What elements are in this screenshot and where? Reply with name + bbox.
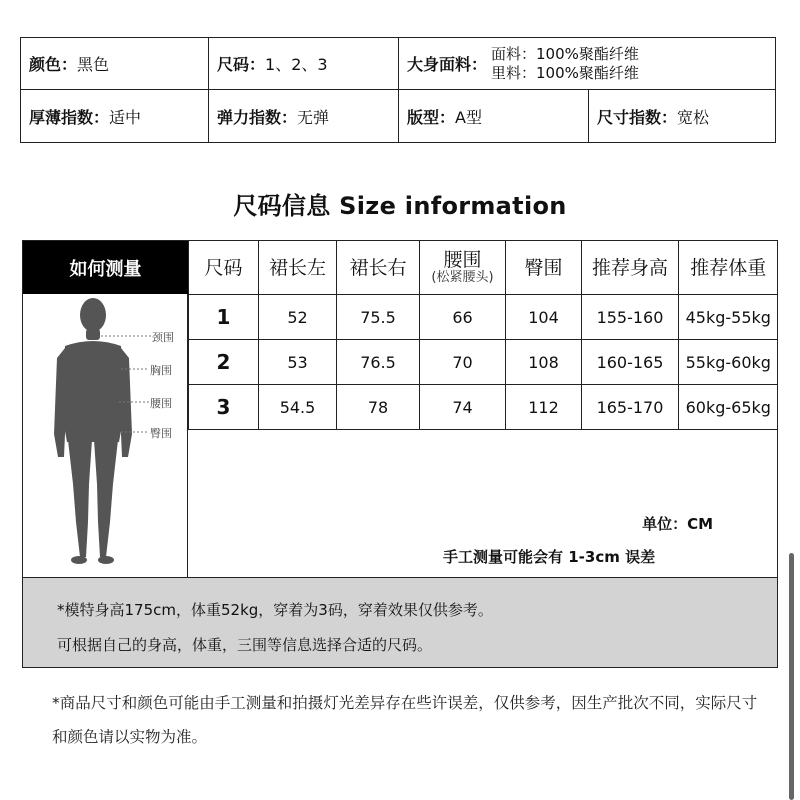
color-cell bbox=[21, 38, 209, 90]
size-info-title: 尺码信息 Size information bbox=[233, 192, 567, 220]
thickness-value: 适中 bbox=[109, 107, 142, 127]
cell-height: 165-170 bbox=[582, 385, 679, 430]
cell-hip: 104 bbox=[506, 295, 582, 340]
size-index-value: 宽松 bbox=[677, 107, 710, 127]
header-height: 推荐身高 bbox=[582, 241, 679, 295]
disclaimer-text: *商品尺寸和颜色可能由手工测量和拍摄灯光差异存在些许误差，仅供参考，因生产批次不同，实际尺寸和颜色请以实物为准。 bbox=[52, 694, 758, 746]
header-hip: 臀围 bbox=[506, 241, 582, 295]
header-size: 尺码 bbox=[189, 241, 259, 295]
header-weight: 推荐体重 bbox=[679, 241, 778, 295]
elastic-value: 无弹 bbox=[297, 107, 330, 127]
header-waist-sub: (松紧腰头) bbox=[431, 270, 494, 285]
cell-height: 155-160 bbox=[582, 295, 679, 340]
fit-value: A型 bbox=[455, 107, 482, 127]
fabric-cell bbox=[399, 38, 775, 90]
measurement-figure bbox=[23, 294, 188, 577]
table-row bbox=[189, 295, 778, 340]
cell-weight: 45kg-55kg bbox=[679, 295, 778, 340]
header-waist-label: 腰围 bbox=[443, 249, 482, 271]
thickness-cell bbox=[21, 90, 209, 142]
cell-size: 3 bbox=[189, 385, 259, 430]
elastic-cell bbox=[209, 90, 399, 142]
cell-weight: 55kg-60kg bbox=[679, 340, 778, 385]
cell-skirt-left: 53 bbox=[259, 340, 337, 385]
cell-waist: 74 bbox=[420, 385, 506, 430]
cell-waist: 66 bbox=[420, 295, 506, 340]
size-label: 尺码： bbox=[217, 55, 266, 74]
size-table bbox=[188, 241, 778, 430]
measurement-error-note: 手工测量可能会有 1-3cm 误差 bbox=[443, 548, 656, 566]
size-index-label: 尺寸指数： bbox=[597, 107, 678, 127]
table-row bbox=[189, 340, 778, 385]
cell-skirt-left: 52 bbox=[259, 295, 337, 340]
elastic-label: 弹力指数： bbox=[217, 107, 298, 127]
waist-label: 腰围 bbox=[150, 397, 172, 410]
unit-label: 单位：CM bbox=[642, 515, 713, 533]
thickness-label: 厚薄指数： bbox=[29, 107, 110, 127]
color-value: 黑色 bbox=[77, 55, 110, 74]
header-skirt-right: 裙长右 bbox=[337, 241, 420, 295]
how-to-measure-header: 如何测量 bbox=[23, 241, 188, 294]
model-note: *模特身高175cm，体重52kg，穿着为3码，穿着效果仅供参考。 bbox=[57, 601, 493, 619]
chest-label: 胸围 bbox=[150, 364, 172, 377]
fabric-outer: 面料：100%聚酯纤维 bbox=[491, 44, 639, 63]
table-header-row bbox=[189, 241, 778, 295]
model-note-box bbox=[23, 577, 777, 667]
header-waist bbox=[420, 241, 506, 295]
cell-skirt-right: 76.5 bbox=[337, 340, 420, 385]
cell-height: 160-165 bbox=[582, 340, 679, 385]
cell-hip: 108 bbox=[506, 340, 582, 385]
fabric-label: 大身面料： bbox=[407, 55, 488, 74]
cell-hip: 112 bbox=[506, 385, 582, 430]
cell-weight: 60kg-65kg bbox=[679, 385, 778, 430]
size-chart bbox=[22, 240, 778, 668]
scrollbar[interactable] bbox=[789, 553, 794, 800]
cell-size: 2 bbox=[189, 340, 259, 385]
cell-size: 1 bbox=[189, 295, 259, 340]
neck-label: 颈围 bbox=[152, 331, 174, 344]
cell-skirt-right: 75.5 bbox=[337, 295, 420, 340]
cell-waist: 70 bbox=[420, 340, 506, 385]
color-label: 颜色： bbox=[29, 55, 78, 74]
size-index-cell bbox=[589, 90, 775, 142]
header-skirt-left: 裙长左 bbox=[259, 241, 337, 295]
size-cell bbox=[209, 38, 399, 90]
cell-skirt-right: 78 bbox=[337, 385, 420, 430]
size-choice-note: 可根据自己的身高，体重，三围等信息选择合适的尺码。 bbox=[57, 636, 433, 654]
fit-label: 版型： bbox=[407, 107, 456, 127]
hip-label: 臀围 bbox=[150, 427, 172, 440]
fit-cell bbox=[399, 90, 589, 142]
size-value: 1、2、3 bbox=[265, 55, 328, 74]
fabric-lining: 里料：100%聚酯纤维 bbox=[491, 63, 639, 82]
table-row bbox=[189, 385, 778, 430]
cell-skirt-left: 54.5 bbox=[259, 385, 337, 430]
product-attributes-table bbox=[20, 37, 776, 143]
